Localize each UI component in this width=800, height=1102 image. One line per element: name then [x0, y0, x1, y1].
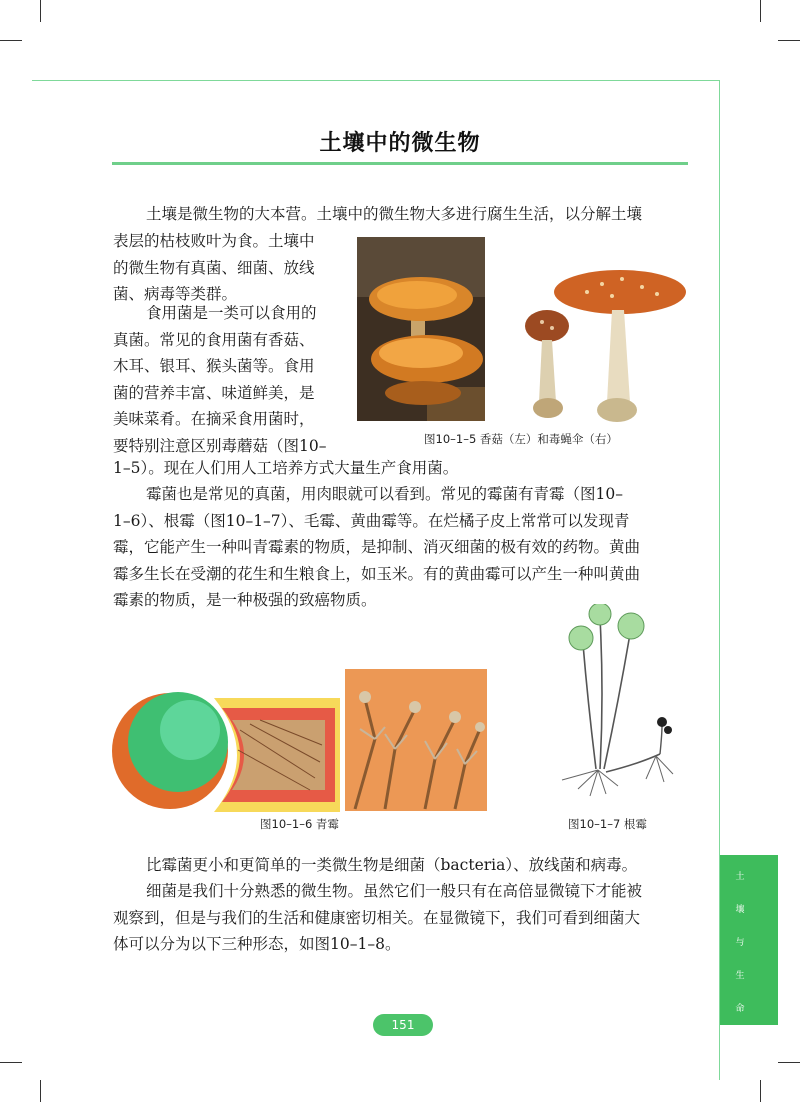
crop-mark [40, 1080, 41, 1102]
chapter-side-tab [720, 855, 778, 1025]
text-line: 表层的枯枝败叶为食。土壤中 [113, 232, 315, 250]
text-line: 霉多生长在受潮的花生和生粮食上，如玉米。有的黄曲霉可以产生一种叫黄曲 [113, 564, 641, 583]
side-tab-char: 土 [735, 872, 745, 882]
paragraph [113, 878, 713, 958]
paragraph [113, 228, 353, 308]
text-line: 体可以分为以下三种形态，如图10–1–8。 [113, 935, 401, 953]
paragraph [113, 481, 713, 614]
text-line: 要特别注意区别毒蘑菇（图10– [113, 436, 327, 455]
text-line: 霉素的物质，是一种极强的致癌物质。 [113, 591, 377, 609]
figure-caption: 图10–1–5 香菇（左）和毒蝇伞（右） [424, 432, 618, 446]
penicillium-colony-illustration [110, 690, 340, 812]
text-line: 观察到，但是与我们的生活和健康密切相关。在显微镜下，我们可看到细菌大 [113, 908, 641, 927]
paragraph [113, 300, 353, 459]
section-header [112, 126, 688, 166]
side-tab-char: 生 [735, 971, 745, 981]
side-tab-char: 壤 [735, 905, 745, 915]
text-line: 菌、病毒等类群。 [113, 285, 238, 303]
crop-mark [778, 1062, 800, 1063]
text-line: 菌的营养丰富、味道鲜美，是 [113, 383, 315, 402]
side-tab-char: 与 [735, 938, 745, 948]
crop-mark [40, 0, 41, 22]
paragraph [113, 455, 693, 482]
penicillium-micrograph [345, 669, 487, 811]
text-line: 的微生物有真菌、细菌、放线 [113, 258, 315, 277]
crop-mark [0, 40, 22, 41]
page-frame-top [32, 80, 720, 81]
side-tab-char: 命 [735, 1004, 745, 1014]
text-line: 霉菌也是常见的真菌，用肉眼就可以看到。常见的霉菌有青霉（图10– [146, 485, 623, 503]
shiitake-mushroom-photo [357, 237, 485, 421]
crop-mark [0, 1062, 22, 1063]
text-line: 美味菜肴。在摘采食用菌时， [113, 410, 315, 428]
text-line: 木耳、银耳、猴头菌等。食用 [113, 357, 315, 375]
fly-agaric-photo [512, 262, 692, 432]
text-line: 真菌。常见的食用菌有香菇、 [113, 330, 315, 349]
crop-mark [760, 1080, 761, 1102]
page-title: 土壤中的微生物 [319, 131, 481, 156]
text-line: 1–5）。现在人们用人工培养方式大量生产食用菌。 [113, 459, 459, 477]
text-line: 细菌是我们十分熟悉的微生物。虽然它们一般只有在高倍显微镜下才能被 [146, 882, 643, 900]
text-line: 土壤是微生物的大本营。土壤中的微生物大多进行腐生生活，以分解土壤 [146, 205, 643, 223]
crop-mark [778, 40, 800, 41]
paragraph [146, 201, 706, 228]
page-number: 151 [373, 1014, 433, 1036]
crop-mark [760, 0, 761, 22]
text-line: 霉，它能产生一种叫青霉素的物质，是抑制、消灭细菌的极有效的药物。黄曲 [113, 538, 641, 556]
figure-caption: 图10–1–7 根霉 [568, 817, 647, 831]
title-underline [112, 162, 688, 165]
text-line: 比霉菌更小和更简单的一类微生物是细菌（bacteria）、放线菌和病毒。 [146, 856, 638, 874]
text-line: 1–6）、根霉（图10–1–7）、毛霉、黄曲霉等。在烂橘子皮上常常可以发现青 [113, 511, 630, 530]
paragraph [146, 852, 716, 879]
rhizopus-illustration [538, 604, 678, 804]
text-line: 食用菌是一类可以食用的 [146, 304, 317, 322]
figure-caption: 图10–1–6 青霉 [260, 817, 339, 831]
